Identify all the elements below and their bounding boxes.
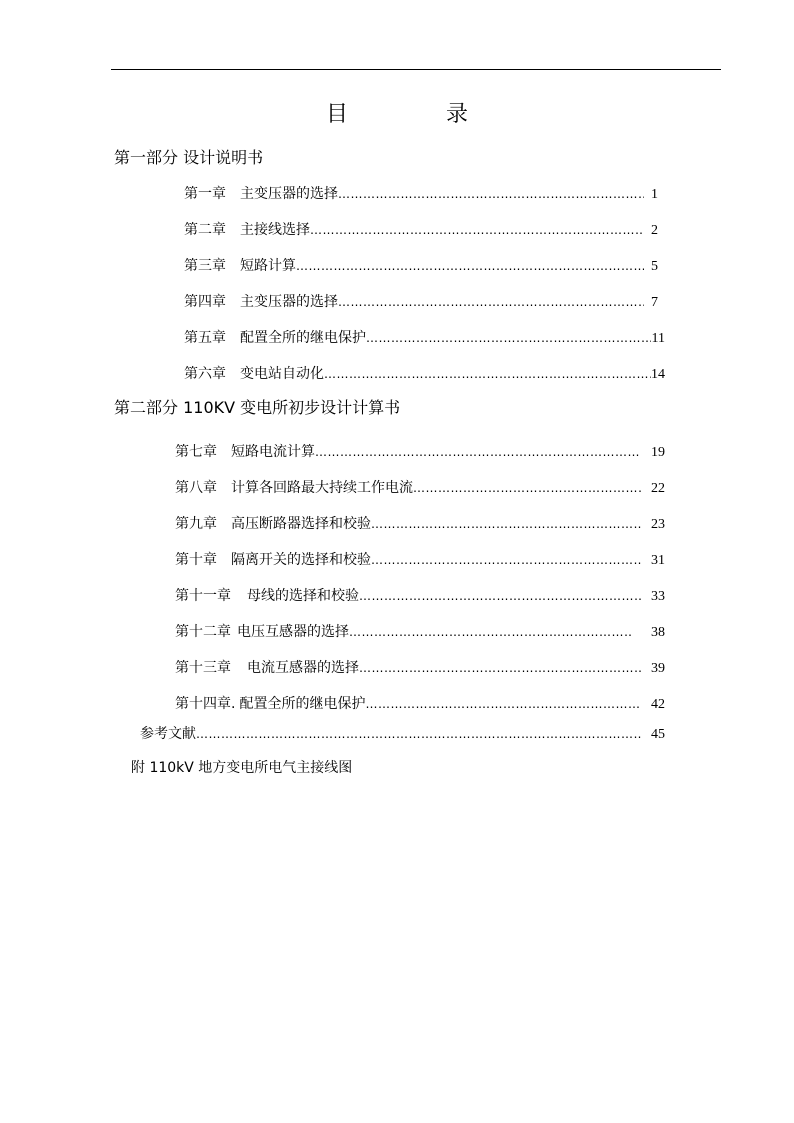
chapter-title: 主接线选择 <box>240 222 310 238</box>
page-number: 22 <box>651 481 665 496</box>
page-number: 38 <box>651 625 665 640</box>
dot-leader <box>371 514 641 534</box>
dot-leader <box>366 328 651 348</box>
chapter-number: 第十二章 <box>175 624 231 640</box>
toc-entry[interactable] <box>175 550 665 571</box>
toc-title: 目 录 <box>325 102 506 127</box>
page-number: 39 <box>651 661 665 676</box>
chapter-title: 短路电流计算 <box>231 444 315 460</box>
chapter-title: 电流互感器的选择 <box>247 660 359 676</box>
page-number: 1 <box>651 187 658 202</box>
chapter-title: 高压断路器选择和校验 <box>231 516 371 532</box>
dot-leader <box>349 622 633 642</box>
chapter-number: 第五章 <box>184 330 226 346</box>
page-number: 42 <box>651 697 665 712</box>
chapter-number: 第七章 <box>175 444 217 460</box>
header-rule <box>111 69 721 70</box>
chapter-title: 短路计算 <box>240 258 296 274</box>
dot-leader <box>359 658 641 678</box>
chapter-number: 第十三章 <box>175 660 231 676</box>
chapter-title: 计算各回路最大持续工作电流 <box>231 480 413 496</box>
toc-entry[interactable] <box>184 364 665 385</box>
dot-leader <box>315 442 641 462</box>
toc-entry[interactable] <box>184 220 658 241</box>
chapter-number: 第十一章 <box>175 588 231 604</box>
page-number: 33 <box>651 589 665 604</box>
page-number: 23 <box>651 517 665 532</box>
dot-leader <box>371 550 641 570</box>
chapter-title: 配置全所的继电保护 <box>240 330 366 346</box>
dot-leader <box>365 694 641 714</box>
toc-entry[interactable] <box>175 622 665 643</box>
dot-leader <box>324 364 651 384</box>
chapter-number: 第一章 <box>184 186 226 202</box>
page-number: 31 <box>651 553 665 568</box>
references-entry[interactable] <box>140 724 665 745</box>
chapter-title: 隔离开关的选择和校验 <box>231 552 371 568</box>
dot-leader <box>338 184 644 204</box>
dot-leader <box>359 586 641 606</box>
chapter-number: 第十四章. <box>175 696 236 712</box>
dot-leader <box>338 292 644 312</box>
dot-leader <box>196 724 641 744</box>
page-number: 7 <box>651 295 658 310</box>
chapter-title: 主变压器的选择 <box>240 186 338 202</box>
chapter-title: 配置全所的继电保护 <box>239 696 366 712</box>
toc-entry[interactable] <box>175 478 665 499</box>
dot-leader <box>413 478 641 498</box>
chapter-number: 第八章 <box>175 480 217 496</box>
toc-entry[interactable] <box>175 586 665 607</box>
chapter-number: 第十章 <box>175 552 217 568</box>
part2-heading: 第二部分 110KV 变电所初步设计计算书 <box>114 398 401 417</box>
page-number: 5 <box>651 259 658 274</box>
references-title: 参考文献 <box>140 726 196 742</box>
chapter-title: 主变压器的选择 <box>240 294 338 310</box>
dot-leader <box>296 256 644 276</box>
page-number: 45 <box>651 727 665 742</box>
toc-entry[interactable] <box>184 184 658 205</box>
appendix-entry[interactable]: 附 110kV 地方变电所电气主接线图 <box>131 760 353 776</box>
toc-entry[interactable] <box>175 514 665 535</box>
chapter-number: 第三章 <box>184 258 226 274</box>
chapter-number: 第四章 <box>184 294 226 310</box>
toc-entry[interactable] <box>175 442 665 463</box>
page-number: 11 <box>651 331 665 346</box>
chapter-number: 第九章 <box>175 516 217 532</box>
toc-entry[interactable] <box>175 694 665 715</box>
chapter-title: 电压互感器的选择 <box>237 624 349 640</box>
page-number: 14 <box>651 367 665 382</box>
chapter-title: 母线的选择和校验 <box>247 588 359 604</box>
chapter-number: 第六章 <box>184 366 226 382</box>
chapter-title: 变电站自动化 <box>240 366 324 382</box>
toc-entry[interactable] <box>184 292 658 313</box>
part1-heading: 第一部分 设计说明书 <box>114 148 264 167</box>
page-number: 2 <box>651 223 658 238</box>
chapter-number: 第二章 <box>184 222 226 238</box>
toc-entry[interactable] <box>184 256 658 277</box>
toc-entry[interactable] <box>184 328 665 349</box>
toc-entry[interactable] <box>175 658 665 679</box>
page-number: 19 <box>651 445 665 460</box>
dot-leader <box>310 220 644 240</box>
